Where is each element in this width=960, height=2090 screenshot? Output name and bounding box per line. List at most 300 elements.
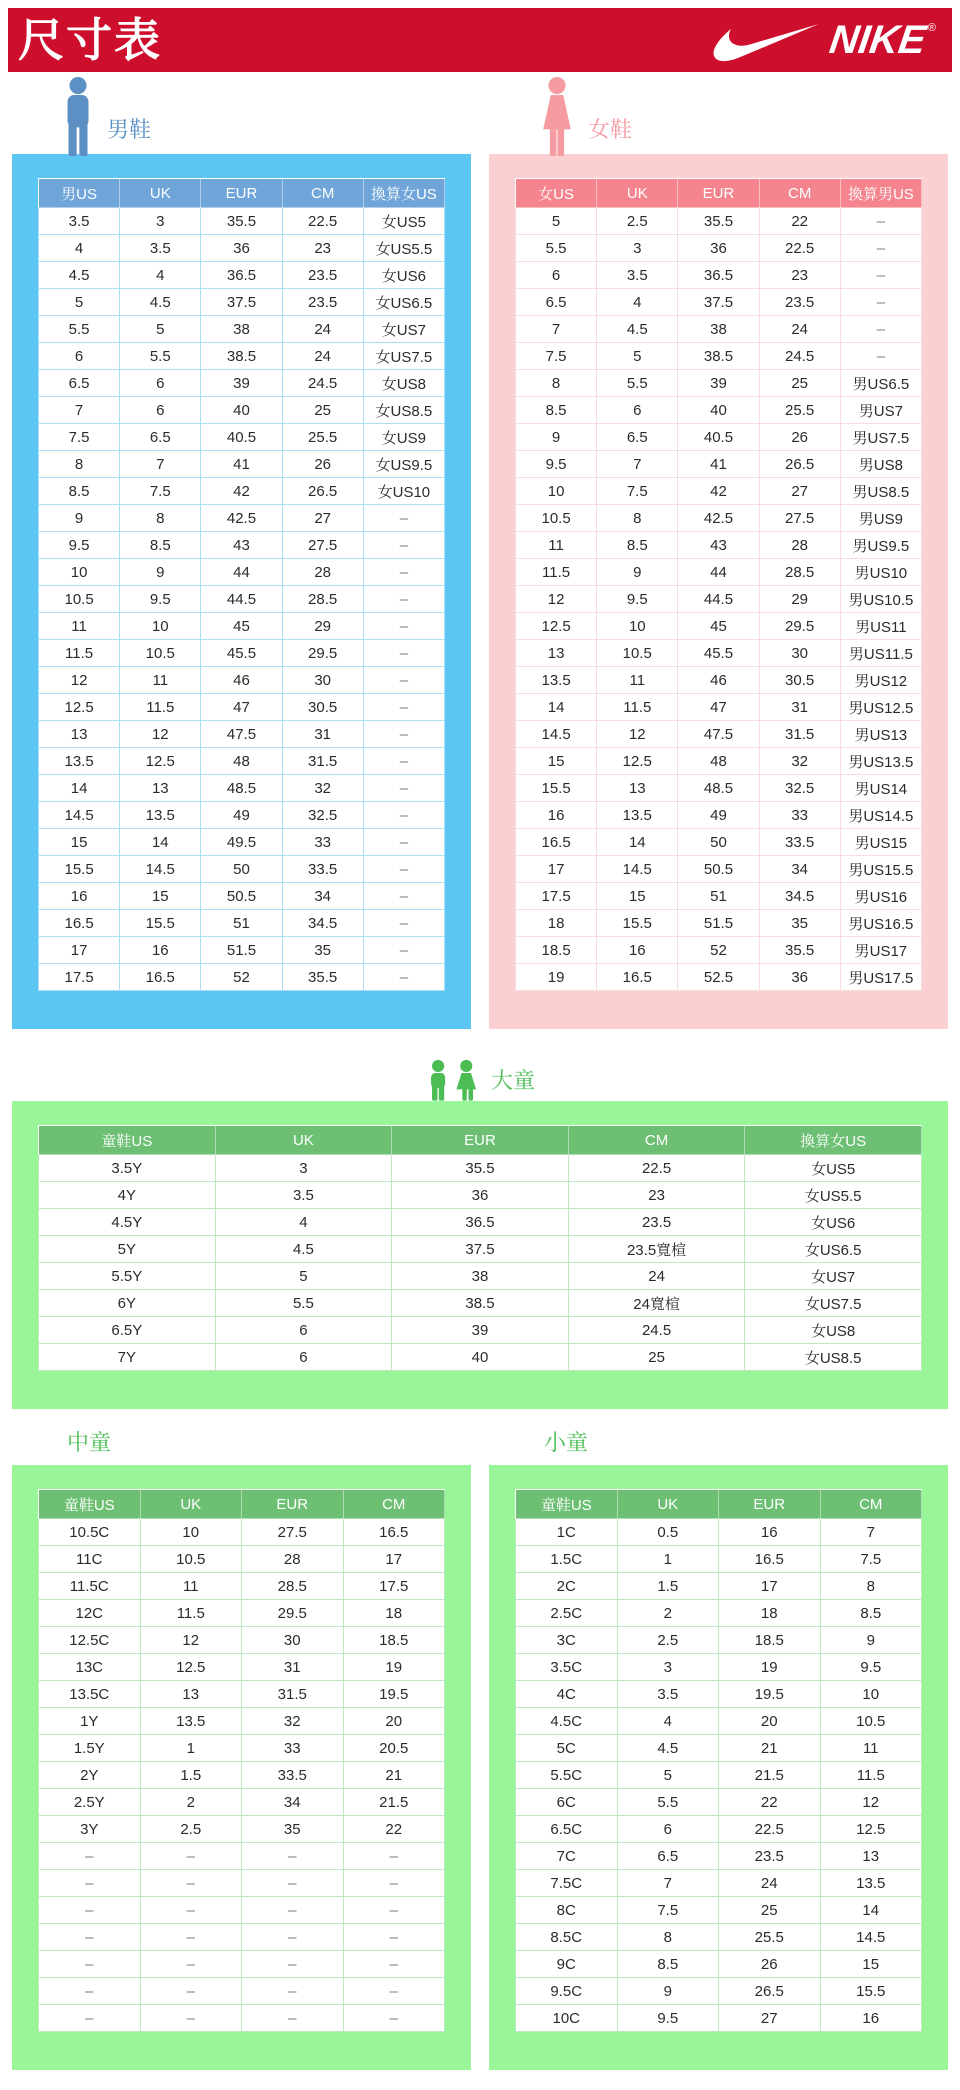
table-cell: – <box>140 1870 242 1897</box>
column-header: CM <box>759 179 840 208</box>
table-cell: 13C <box>39 1654 141 1681</box>
table-cell: 25.5 <box>719 1924 821 1951</box>
table-cell: 19.5 <box>719 1681 821 1708</box>
table-cell: 33.5 <box>759 829 840 856</box>
table-cell: 女US9 <box>363 424 444 451</box>
table-cell: 男US9.5 <box>840 532 921 559</box>
column-header: 女US <box>516 179 597 208</box>
table-cell: 12.5 <box>39 694 120 721</box>
table-cell: 40 <box>678 397 759 424</box>
table-cell: 13.5C <box>39 1681 141 1708</box>
table-cell: 26 <box>719 1951 821 1978</box>
table-row <box>39 748 445 775</box>
column-header: UK <box>215 1126 392 1155</box>
table-cell: 7.5 <box>39 424 120 451</box>
table-cell: 35.5 <box>282 964 363 991</box>
table-cell: 41 <box>201 451 282 478</box>
table-cell: 6.5 <box>516 289 597 316</box>
table-row <box>39 478 445 505</box>
table-cell: 38.5 <box>392 1290 569 1317</box>
table-cell: – <box>242 1951 344 1978</box>
column-header: 童鞋US <box>39 1490 141 1519</box>
table-cell: 5.5Y <box>39 1263 216 1290</box>
table-cell: 13.5 <box>140 1708 242 1735</box>
table-cell: – <box>363 883 444 910</box>
table-cell: 男US11 <box>840 613 921 640</box>
header-row <box>39 1490 445 1519</box>
table-row <box>39 1735 445 1762</box>
table-cell: 6 <box>120 397 201 424</box>
table-row <box>39 910 445 937</box>
table-cell: 男US14.5 <box>840 802 921 829</box>
table-row <box>39 1681 445 1708</box>
table-cell: 28.5 <box>759 559 840 586</box>
table-cell: 15 <box>820 1951 922 1978</box>
column-header: 換算女US <box>363 179 444 208</box>
table-cell: 7Y <box>39 1344 216 1371</box>
table-row <box>516 1789 922 1816</box>
table-cell: 10 <box>516 478 597 505</box>
table-cell: 23 <box>568 1182 745 1209</box>
table-cell: 29.5 <box>282 640 363 667</box>
table-cell: 7 <box>617 1870 719 1897</box>
table-cell: 29.5 <box>242 1600 344 1627</box>
table-cell: 34 <box>242 1789 344 1816</box>
table-row <box>39 937 445 964</box>
table-cell: 27.5 <box>242 1519 344 1546</box>
table-row <box>516 640 922 667</box>
table-row <box>39 694 445 721</box>
table-cell: 12.5 <box>140 1654 242 1681</box>
table-cell: 9.5 <box>516 451 597 478</box>
table-row <box>39 1762 445 1789</box>
column-header: EUR <box>392 1126 569 1155</box>
table-row <box>39 1182 922 1209</box>
table-cell: 48 <box>678 748 759 775</box>
table-row <box>39 532 445 559</box>
table-cell: 0.5 <box>617 1519 719 1546</box>
table-cell: 22.5 <box>282 208 363 235</box>
table-cell: 38 <box>678 316 759 343</box>
table-cell: 38 <box>392 1263 569 1290</box>
table-cell: 44.5 <box>201 586 282 613</box>
table-cell: 8 <box>516 370 597 397</box>
table-cell: 12 <box>140 1627 242 1654</box>
table-cell: 40.5 <box>201 424 282 451</box>
column-header: EUR <box>201 179 282 208</box>
table-cell: 4.5C <box>516 1708 618 1735</box>
table-cell: – <box>363 586 444 613</box>
table-cell: 7 <box>516 316 597 343</box>
table-row <box>39 1897 445 1924</box>
little-kids-title: 小童 <box>544 1429 589 1455</box>
table-cell: 5 <box>39 289 120 316</box>
table-cell: 3C <box>516 1627 618 1654</box>
table-row <box>39 802 445 829</box>
table-cell: 49 <box>678 802 759 829</box>
table-cell: 19 <box>516 964 597 991</box>
table-cell: 10C <box>516 2005 618 2032</box>
table-cell: 31.5 <box>242 1681 344 1708</box>
table-cell: 36.5 <box>392 1209 569 1236</box>
table-cell: 40 <box>392 1344 569 1371</box>
table-cell: 36.5 <box>678 262 759 289</box>
table-row <box>39 1654 445 1681</box>
table-cell: 48.5 <box>678 775 759 802</box>
table-cell: 5 <box>516 208 597 235</box>
table-cell: 13.5 <box>120 802 201 829</box>
column-header: EUR <box>719 1490 821 1519</box>
table-row <box>516 1654 922 1681</box>
table-cell: 31 <box>242 1654 344 1681</box>
table-cell: 2.5 <box>140 1816 242 1843</box>
table-cell: 9.5 <box>39 532 120 559</box>
women-size-table <box>515 178 922 991</box>
table-cell: 11.5C <box>39 1573 141 1600</box>
table-cell: 30 <box>759 640 840 667</box>
table-cell: 8.5 <box>516 397 597 424</box>
table-cell: 15 <box>597 883 678 910</box>
table-cell: 16 <box>516 802 597 829</box>
table-row <box>516 910 922 937</box>
table-cell: 6 <box>617 1816 719 1843</box>
table-row <box>516 208 922 235</box>
table-cell: – <box>343 2005 445 2032</box>
table-cell: 51 <box>678 883 759 910</box>
table-cell: 女US7 <box>363 316 444 343</box>
table-row <box>516 370 922 397</box>
table-cell: 32.5 <box>759 775 840 802</box>
column-header: UK <box>120 179 201 208</box>
table-cell: 9.5 <box>597 586 678 613</box>
table-row <box>39 235 445 262</box>
table-cell: 23 <box>282 235 363 262</box>
table-cell: 13 <box>820 1843 922 1870</box>
table-cell: – <box>39 1897 141 1924</box>
table-cell: 27 <box>719 2005 821 2032</box>
table-row <box>39 424 445 451</box>
table-cell: 男US12 <box>840 667 921 694</box>
table-cell: 31 <box>759 694 840 721</box>
table-cell: 18 <box>516 910 597 937</box>
table-cell: 3.5C <box>516 1654 618 1681</box>
table-cell: 12.5C <box>39 1627 141 1654</box>
table-cell: 44 <box>678 559 759 586</box>
table-cell: 14 <box>597 829 678 856</box>
table-cell: 6.5Y <box>39 1317 216 1344</box>
table-row <box>39 775 445 802</box>
table-row <box>516 775 922 802</box>
table-cell: 16.5 <box>120 964 201 991</box>
table-cell: 11 <box>39 613 120 640</box>
table-cell: 52 <box>201 964 282 991</box>
table-cell: 25 <box>282 397 363 424</box>
table-cell: 44.5 <box>678 586 759 613</box>
column-header: 換算女US <box>745 1126 922 1155</box>
table-cell: 23.5 <box>759 289 840 316</box>
table-cell: 28 <box>242 1546 344 1573</box>
table-row <box>516 748 922 775</box>
table-cell: 24.5 <box>759 343 840 370</box>
table-cell: 47 <box>201 694 282 721</box>
table-cell: 39 <box>201 370 282 397</box>
table-cell: 3 <box>120 208 201 235</box>
table-row <box>516 532 922 559</box>
table-cell: 8 <box>617 1924 719 1951</box>
table-cell: – <box>840 316 921 343</box>
table-cell: 25.5 <box>282 424 363 451</box>
table-cell: 32 <box>759 748 840 775</box>
table-cell: 22 <box>759 208 840 235</box>
table-cell: 46 <box>201 667 282 694</box>
table-cell: 10.5 <box>140 1546 242 1573</box>
table-cell: 35.5 <box>678 208 759 235</box>
table-cell: 3 <box>617 1654 719 1681</box>
table-cell: 18.5 <box>719 1627 821 1654</box>
table-cell: – <box>140 1897 242 1924</box>
table-cell: 男US8.5 <box>840 478 921 505</box>
table-cell: 16.5 <box>343 1519 445 1546</box>
table-cell: 20.5 <box>343 1735 445 1762</box>
table-cell: 8.5 <box>820 1600 922 1627</box>
table-cell: 18.5 <box>516 937 597 964</box>
table-cell: 38.5 <box>201 343 282 370</box>
table-cell: 50 <box>201 856 282 883</box>
table-cell: – <box>840 235 921 262</box>
table-cell: 10 <box>820 1681 922 1708</box>
table-cell: 7 <box>39 397 120 424</box>
mid-kids-size-table <box>38 1489 445 2032</box>
table-cell: 2 <box>140 1789 242 1816</box>
table-cell: 24 <box>282 316 363 343</box>
table-cell: 49 <box>201 802 282 829</box>
table-cell: 女US8.5 <box>363 397 444 424</box>
table-cell: 4C <box>516 1681 618 1708</box>
table-cell: 4 <box>120 262 201 289</box>
table-cell: 10 <box>120 613 201 640</box>
table-row <box>39 640 445 667</box>
table-cell: 34.5 <box>282 910 363 937</box>
table-cell: 9.5 <box>820 1654 922 1681</box>
table-row <box>39 451 445 478</box>
table-cell: 男US12.5 <box>840 694 921 721</box>
table-row <box>516 1546 922 1573</box>
table-cell: 50.5 <box>201 883 282 910</box>
table-cell: 8.5 <box>597 532 678 559</box>
big-kids-header <box>8 1035 952 1101</box>
table-cell: 男US9 <box>840 505 921 532</box>
header-row <box>516 1490 922 1519</box>
table-cell: 36.5 <box>201 262 282 289</box>
little-kids-panel <box>489 1465 948 2070</box>
table-cell: 女US7 <box>745 1263 922 1290</box>
table-cell: 12.5 <box>516 613 597 640</box>
table-cell: 7.5 <box>597 478 678 505</box>
table-row <box>39 1627 445 1654</box>
table-cell: – <box>39 1843 141 1870</box>
table-cell: 22 <box>719 1789 821 1816</box>
table-cell: – <box>363 937 444 964</box>
table-cell: – <box>343 1897 445 1924</box>
table-cell: – <box>242 1870 344 1897</box>
table-cell: 15.5 <box>120 910 201 937</box>
table-cell: 17.5 <box>39 964 120 991</box>
table-cell: 5.5C <box>516 1762 618 1789</box>
table-cell: 16 <box>120 937 201 964</box>
table-row <box>39 1924 445 1951</box>
table-cell: 5C <box>516 1735 618 1762</box>
table-cell: 13 <box>120 775 201 802</box>
table-cell: 24 <box>719 1870 821 1897</box>
table-row <box>516 262 922 289</box>
table-cell: 26.5 <box>719 1978 821 2005</box>
table-cell: 16.5 <box>39 910 120 937</box>
table-row <box>39 1263 922 1290</box>
table-cell: 5 <box>617 1762 719 1789</box>
table-cell: 33 <box>242 1735 344 1762</box>
table-cell: 7.5 <box>516 343 597 370</box>
table-cell: 30.5 <box>282 694 363 721</box>
table-cell: 11.5 <box>597 694 678 721</box>
table-cell: 16 <box>597 937 678 964</box>
table-cell: 9 <box>39 505 120 532</box>
table-cell: 6 <box>215 1344 392 1371</box>
table-cell: 14.5 <box>516 721 597 748</box>
table-cell: 35 <box>759 910 840 937</box>
column-header: UK <box>140 1490 242 1519</box>
table-cell: 女US6.5 <box>745 1236 922 1263</box>
table-cell: 11 <box>140 1573 242 1600</box>
table-cell: 3.5 <box>120 235 201 262</box>
table-cell: 27.5 <box>282 532 363 559</box>
table-cell: – <box>39 1870 141 1897</box>
men-panel <box>12 154 471 1029</box>
table-row <box>516 1735 922 1762</box>
column-header: 童鞋US <box>39 1126 216 1155</box>
table-cell: 10.5 <box>39 586 120 613</box>
table-cell: 10.5 <box>120 640 201 667</box>
table-cell: 8 <box>120 505 201 532</box>
table-cell: – <box>840 208 921 235</box>
table-row <box>39 1843 445 1870</box>
table-cell: 男US13.5 <box>840 748 921 775</box>
table-cell: – <box>363 802 444 829</box>
table-cell: 2 <box>617 1600 719 1627</box>
table-cell: 10.5 <box>597 640 678 667</box>
table-cell: 49.5 <box>201 829 282 856</box>
table-row <box>516 343 922 370</box>
table-cell: 10 <box>140 1519 242 1546</box>
table-cell: 9.5C <box>516 1978 618 2005</box>
column-header: CM <box>343 1490 445 1519</box>
table-cell: 14.5 <box>39 802 120 829</box>
table-row <box>516 451 922 478</box>
table-cell: 40.5 <box>678 424 759 451</box>
table-row <box>39 964 445 991</box>
table-cell: – <box>363 694 444 721</box>
table-cell: 25 <box>719 1897 821 1924</box>
table-cell: 20 <box>343 1708 445 1735</box>
table-cell: 12.5 <box>120 748 201 775</box>
table-cell: 1Y <box>39 1708 141 1735</box>
table-row <box>39 1708 445 1735</box>
table-cell: 31 <box>282 721 363 748</box>
table-cell: 35.5 <box>392 1155 569 1182</box>
table-cell: 11.5 <box>120 694 201 721</box>
table-cell: 8.5 <box>617 1951 719 1978</box>
table-cell: – <box>363 613 444 640</box>
table-cell: – <box>363 856 444 883</box>
table-cell: 2.5Y <box>39 1789 141 1816</box>
men-header <box>12 72 471 154</box>
table-cell: 4 <box>617 1708 719 1735</box>
table-cell: – <box>840 289 921 316</box>
table-cell: 2Y <box>39 1762 141 1789</box>
table-cell: 24.5 <box>282 370 363 397</box>
table-cell: – <box>840 262 921 289</box>
table-cell: – <box>242 1924 344 1951</box>
table-row <box>516 1708 922 1735</box>
table-cell: 17 <box>39 937 120 964</box>
table-cell: 47.5 <box>678 721 759 748</box>
table-cell: 5 <box>215 1263 392 1290</box>
table-cell: 9 <box>617 1978 719 2005</box>
table-cell: 男US14 <box>840 775 921 802</box>
table-cell: 女US5.5 <box>745 1182 922 1209</box>
table-cell: 5.5 <box>597 370 678 397</box>
table-cell: 14.5 <box>120 856 201 883</box>
table-cell: 33 <box>282 829 363 856</box>
table-cell: 9 <box>597 559 678 586</box>
table-cell: – <box>140 2005 242 2032</box>
table-cell: 11 <box>597 667 678 694</box>
table-cell: 男US13 <box>840 721 921 748</box>
table-cell: 29 <box>282 613 363 640</box>
table-row <box>39 208 445 235</box>
table-cell: 12 <box>120 721 201 748</box>
column-header: UK <box>597 179 678 208</box>
table-cell: 42.5 <box>201 505 282 532</box>
table-cell: 13 <box>516 640 597 667</box>
table-cell: 14.5 <box>597 856 678 883</box>
table-cell: 43 <box>201 532 282 559</box>
table-cell: – <box>140 1843 242 1870</box>
table-row <box>516 1978 922 2005</box>
table-cell: 14 <box>120 829 201 856</box>
table-cell: 8 <box>597 505 678 532</box>
table-cell: 11 <box>820 1735 922 1762</box>
little-kids-section <box>489 1417 948 2070</box>
table-cell: – <box>363 775 444 802</box>
table-cell: 3.5 <box>39 208 120 235</box>
table-cell: 45 <box>201 613 282 640</box>
table-cell: 47.5 <box>201 721 282 748</box>
table-cell: 23.5 <box>282 262 363 289</box>
column-header: UK <box>617 1490 719 1519</box>
table-cell: 8 <box>820 1573 922 1600</box>
table-row <box>516 694 922 721</box>
table-cell: 42 <box>678 478 759 505</box>
table-cell: 40 <box>201 397 282 424</box>
table-cell: 10 <box>597 613 678 640</box>
table-cell: 12C <box>39 1600 141 1627</box>
table-cell: 52 <box>678 937 759 964</box>
table-cell: 10.5C <box>39 1519 141 1546</box>
table-cell: 1.5Y <box>39 1735 141 1762</box>
header-row <box>39 1126 922 1155</box>
table-cell: 13 <box>597 775 678 802</box>
table-cell: 男US10.5 <box>840 586 921 613</box>
